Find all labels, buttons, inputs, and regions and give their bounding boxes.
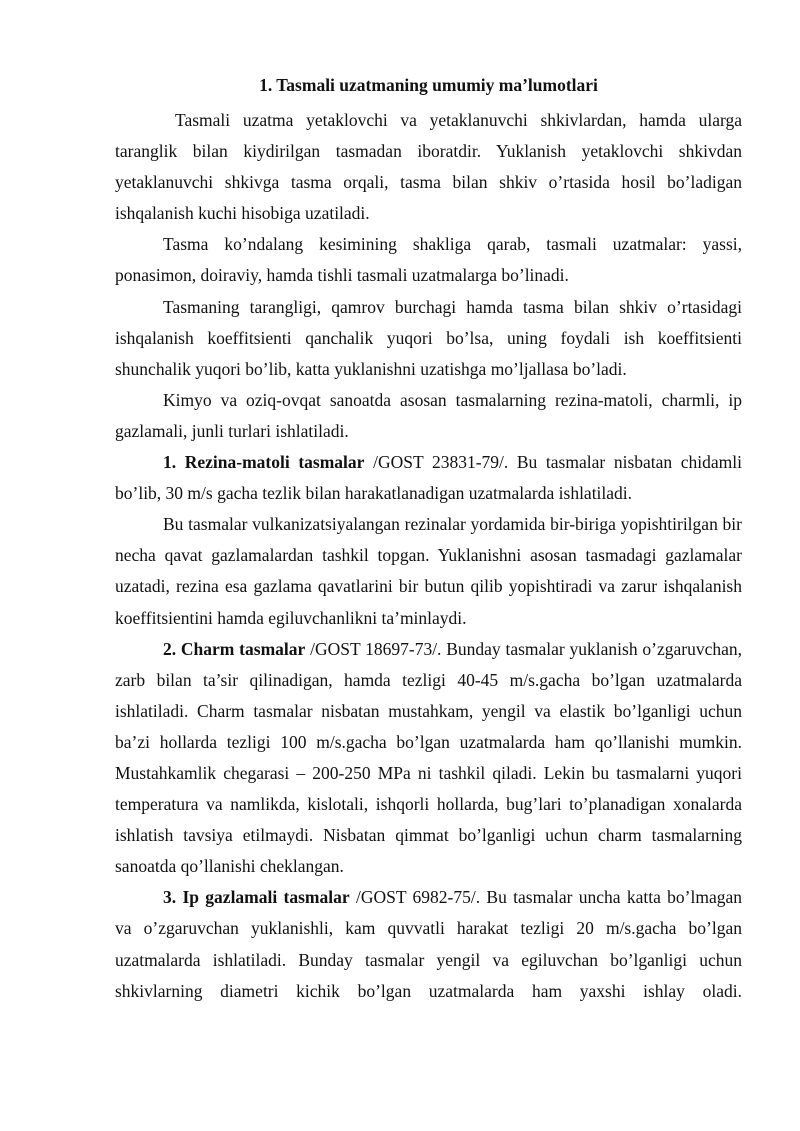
paragraph-heading: 1. Rezina-matoli tasmalar: [163, 452, 365, 473]
paragraph-rubber-structure: [115, 509, 742, 633]
paragraph-text: Bu tasmalar vulkanizatsiyalangan rezinalar yordamida bir-biriga yopishtirilgan bir necha qavat gazlamalardan tashkil topgan. Yuklanishni asosan tasmadagi gazlamalar uzatadi, rezina esa gazlama qavatlarini bir butun qilib yopishtiradi va zarur ishqalanish koeffitsientini hamda egiluvchanlikni ta’minlaydi.: [115, 514, 742, 628]
document-page: [115, 74, 742, 1007]
paragraph-classification: [115, 229, 742, 291]
paragraph-text: Kimyo va oziq-ovqat sanoatda asosan tasmalarning rezina-matoli, charmli, ip gazlamali, junli turlari ishlatiladi.: [115, 389, 742, 441]
paragraph-text: Tasmali uzatma yetaklovchi va yetaklanuvchi shkivlardan, hamda ularga taranglik bilan kiydirilgan tasmadan iboratdir. Yuklanish yetaklovchi shkivdan yetaklanuvchi shkivga tasma orqali, tasma bilan shkiv o’rtasida hosil bo’ladigan ishqalanish kuchi hisobiga uzatiladi.: [115, 110, 742, 224]
paragraph-text: Tasmaning tarangligi, qamrov burchagi hamda tasma bilan shkiv o’rtasidagi ishqalanish koeffitsienti qanchalik yuqori bo’lsa, uning foydali ish koeffitsienti shunchalik yuqori bo’lib, katta yuklanishni uzatishga mo’ljallasa bo’ladi.: [115, 296, 742, 379]
paragraph-text: /GOST 6982-75/. Bu tasmalar uncha katta bo’lmagan va o’zgaruvchan yuklanishli, kam quvvatli harakat tezligi 20 m/s.gacha bo’lgan uzatmalarda ishlatiladi. Bunday tasmalar yengil va egiluvchan bo’lganligi uchun shkivlarning diametri kichik bo’lgan uzatmalarda ham yaxshi ishlay oladi.: [115, 887, 743, 1001]
paragraph-heading: 3. Ip gazlamali tasmalar: [163, 887, 350, 908]
paragraph-cotton-belts: [115, 882, 742, 1006]
paragraph-leather-belts: [115, 634, 742, 883]
paragraph-intro: [115, 105, 742, 229]
paragraph-rubber-belts: [115, 447, 742, 509]
paragraph-text: Tasma ko’ndalang kesimining shakliga qarab, tasmali uzatmalar: yassi, ponasimon, doiraviy, hamda tishli tasmali uzatmalarga bo’linadi.: [115, 234, 742, 286]
section-title: 1. Tasmali uzatmaning umumiy ma’lumotlari: [259, 75, 598, 95]
paragraph-text: /GOST 18697-73/. Bunday tasmalar yuklanish o’zgaruvchan, zarb bilan ta’sir qilinadigan, hamda tezligi 40-45 m/s.gacha bo’lgan uzatmalarda ishlatiladi. Charm tasmalar nisbatan mustahkam, yengil va elastik bo’lganligi uchun ba’zi hollarda tezligi 100 m/s.gacha bo’lgan uzatmalarda ham qo’llanishi mumkin. Mustahkamlik chegarasi – 200-250 MPa ni tashkil qiladi. Lekin bu tasmalarni yuqori temperatura va namlikda, kislotali, ishqorli hollarda, bug’lari to’planadigan xonalarda ishlatish tavsiya etilmaydi. Nisbatan qimmat bo’lganligi uchun charm tasmalarning sanoatda qo’llanishi cheklangan.: [115, 638, 742, 877]
paragraph-belt-types: [115, 385, 742, 447]
paragraph-efficiency: [115, 292, 742, 385]
paragraph-heading: 2. Charm tasmalar: [163, 638, 306, 659]
paragraph-text: /GOST 23831-79/. Bu tasmalar nisbatan chidamli bo’lib, 30 m/s gacha tezlik bilan harakatlanadigan uzatmalarda ishlatiladi.: [115, 452, 743, 504]
